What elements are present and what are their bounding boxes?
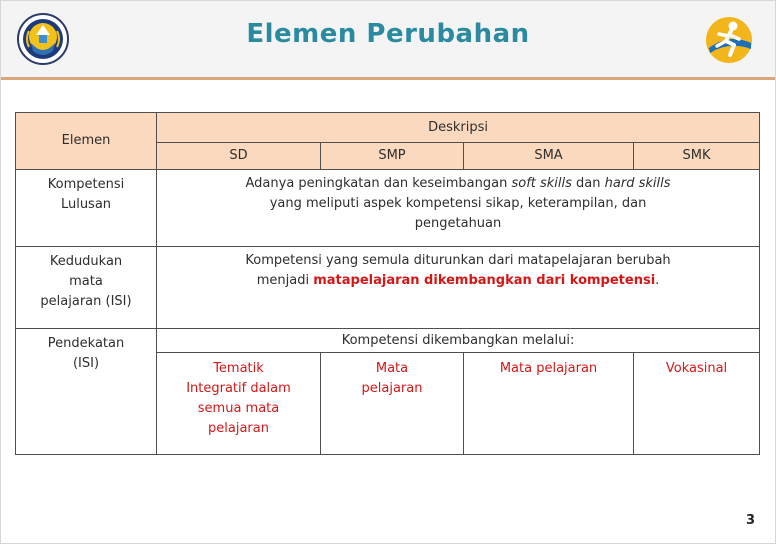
description-line (167, 174, 749, 194)
description-text: menjadi (256, 273, 314, 288)
slide-header (1, 1, 775, 77)
row-label-line: (ISI) (72, 356, 100, 371)
pendekatan-sma: Mata pelajaran (464, 353, 634, 455)
row-label-line: mata (69, 274, 103, 289)
row-label-line: Kedudukan (49, 254, 123, 269)
pendekatan-smp-line: Mata (375, 361, 409, 376)
row-label-line: Pendekatan (47, 336, 125, 351)
description-text: dan (571, 176, 605, 191)
level-smk: SMK (634, 143, 760, 170)
description-text: . (655, 273, 660, 288)
row-label-pendekatan (16, 329, 157, 455)
pendekatan-intro: Kompetensi dikembangkan melalui: (157, 329, 760, 353)
pendekatan-smp (321, 353, 464, 455)
description-line: yang meliputi aspek kompetensi sikap, keterampilan, dan (269, 196, 647, 211)
page-title: Elemen Perubahan (246, 19, 530, 49)
pendekatan-sd-line: semua mata (197, 401, 280, 416)
pendekatan-sd-line: Tematik (213, 361, 264, 376)
pendekatan-sd-line: Integratif dalam (186, 381, 291, 396)
level-smp: SMP (321, 143, 464, 170)
table-header-row (16, 113, 760, 143)
pendekatan-sd-line: pelajaran (208, 421, 269, 436)
page-number: 3 (746, 513, 756, 528)
level-sd: SD (157, 143, 321, 170)
row-label-line: Lulusan (60, 197, 112, 212)
pendekatan-smk: Vokasinal (634, 353, 760, 455)
row-label-kedudukan (16, 247, 157, 329)
level-sma: SMA (464, 143, 634, 170)
hard-skills-term: hard skills (604, 176, 671, 191)
kurikulum-runner-logo-icon (704, 15, 754, 65)
description-text: Adanya peningkatan dan keseimbangan (245, 176, 512, 191)
column-header-deskripsi: Deskripsi (157, 113, 760, 143)
description-line: pengetahuan (414, 216, 502, 231)
column-header-elemen: Elemen (16, 113, 157, 170)
pendekatan-smp-line: pelajaran (361, 381, 423, 396)
table-row-kompetensi-lulusan (16, 170, 760, 247)
description-kompetensi-lulusan (157, 170, 760, 247)
pendekatan-sd (157, 353, 321, 455)
row-label-kompetensi-lulusan (16, 170, 157, 247)
row-label-line: pelajaran (ISI) (40, 294, 132, 309)
header-divider (1, 77, 775, 80)
description-line (167, 271, 749, 291)
soft-skills-term: soft skills (511, 176, 572, 191)
elemen-perubahan-table (15, 112, 760, 455)
description-kedudukan (157, 247, 760, 329)
highlight-text: matapelajaran dikembangkan dari kompetensi (313, 273, 656, 288)
table-row-kedudukan (16, 247, 760, 329)
description-line: Kompetensi yang semula diturunkan dari matapelajaran berubah (245, 253, 671, 268)
row-label-line: Kompetensi (47, 177, 125, 192)
table-row-pendekatan (16, 329, 760, 353)
